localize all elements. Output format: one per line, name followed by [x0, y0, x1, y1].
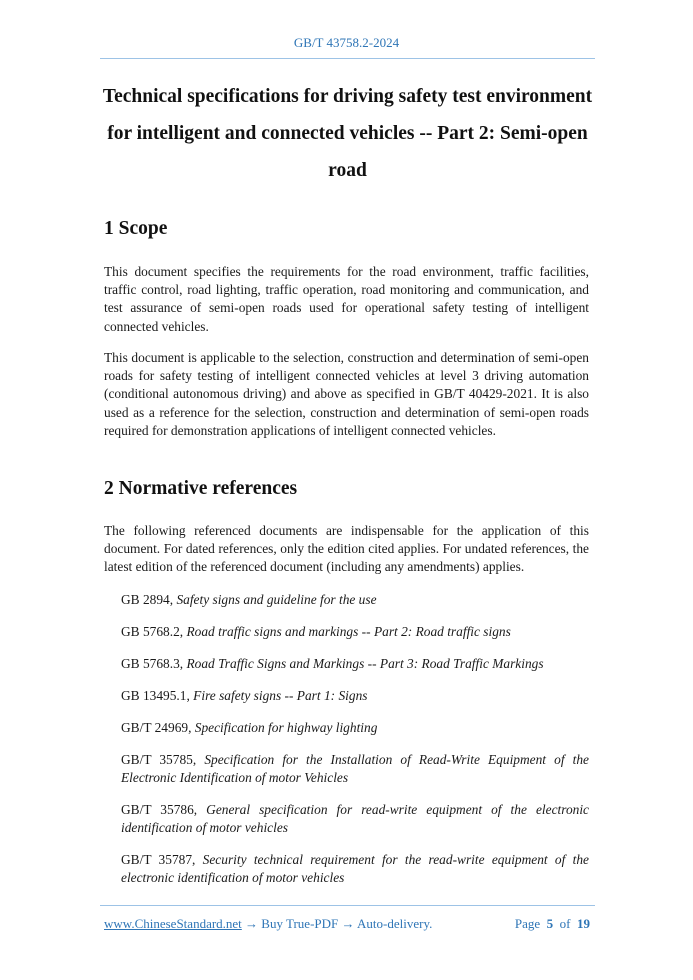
section-heading-scope: 1 Scope [104, 218, 168, 239]
reference-code: GB 5768.3, [121, 656, 187, 671]
scope-paragraph-1: This document specifies the requirements for the road environment, traffic facilities, traffic control, road lighting, traffic operation, road monitoring and communication, and test assurance of semi-open roads used for operational safety testing of intelligent connected vehicles. [104, 264, 589, 334]
reference-title: Security technical requirement for the read-write equipment of the electronic identification of motor vehicles [121, 852, 589, 886]
reference-item [121, 851, 589, 887]
reference-item [121, 623, 589, 641]
reference-item [121, 719, 589, 737]
reference-item [121, 591, 589, 609]
reference-title: Safety signs and guideline for the use [176, 592, 377, 607]
normative-references-intro: The following referenced documents are indispensable for the application of this document. For dated references, only the edition cited applies. For undated references, the latest edition of the referenced document (including any amendments) applies. [104, 523, 589, 575]
reference-title: Road traffic signs and markings -- Part 2: Road traffic signs [186, 624, 511, 639]
arrow-right-icon: → [338, 916, 358, 931]
reference-title: Specification for the Installation of Read-Write Equipment of the Electronic Identification of motor Vehicles [121, 752, 590, 786]
reference-code: GB/T 35785, [121, 752, 205, 767]
page-total: 19 [577, 916, 590, 931]
document-title [100, 78, 595, 189]
page-footer [104, 916, 590, 932]
footer-divider [100, 905, 595, 906]
page-current: 5 [546, 916, 554, 931]
standard-id-header: GB/T 43758.2-2024 [293, 35, 400, 50]
reference-code: GB/T 24969, [121, 720, 195, 735]
title-line-2: for intelligent and connected vehicles -- Part 2: Semi-open [107, 123, 588, 144]
reference-code: GB/T 35787, [121, 852, 203, 867]
reference-code: GB 5768.2, [121, 624, 187, 639]
section-heading-normative-references: 2 Normative references [104, 478, 298, 499]
reference-title: Road Traffic Signs and Markings -- Part 3: Road Traffic Markings [186, 656, 544, 671]
title-line-1: Technical specifications for driving safety test environment [102, 86, 593, 107]
buy-true-pdf-text: Buy True-PDF [261, 916, 339, 931]
page-indicator [515, 916, 590, 932]
arrow-right-icon: → [241, 916, 262, 931]
reference-code: GB/T 35786, [121, 802, 207, 817]
reference-code: GB 2894, [121, 592, 177, 607]
title-line-3: road [328, 160, 367, 181]
reference-code: GB 13495.1, [121, 688, 194, 703]
page-of-label: of [559, 916, 571, 931]
scope-paragraph-2: This document is applicable to the selection, construction and determination of semi-open roads for safety testing of intelligent connected vehicles at level 3 driving automation (conditional autonomous driving) and above as specified in GB/T 40429-2021. It is also used as a reference for the selection, construction and determination of semi-open roads required for demonstration applications of intelligent connected vehicles. [104, 350, 589, 438]
reference-title: Specification for highway lighting [194, 720, 378, 735]
reference-item [121, 751, 589, 787]
reference-item [121, 655, 589, 673]
reference-title: General specification for read-write equipment of the electronic identification of motor vehicles [121, 802, 589, 836]
reference-title: Fire safety signs -- Part 1: Signs [193, 688, 368, 703]
reference-item [121, 687, 589, 705]
chinese-standard-link[interactable]: www.ChineseStandard.net [104, 916, 242, 931]
page-label: Page [514, 916, 541, 931]
reference-item [121, 801, 589, 837]
auto-delivery-text: Auto-delivery. [357, 916, 433, 931]
header-divider [100, 58, 595, 59]
